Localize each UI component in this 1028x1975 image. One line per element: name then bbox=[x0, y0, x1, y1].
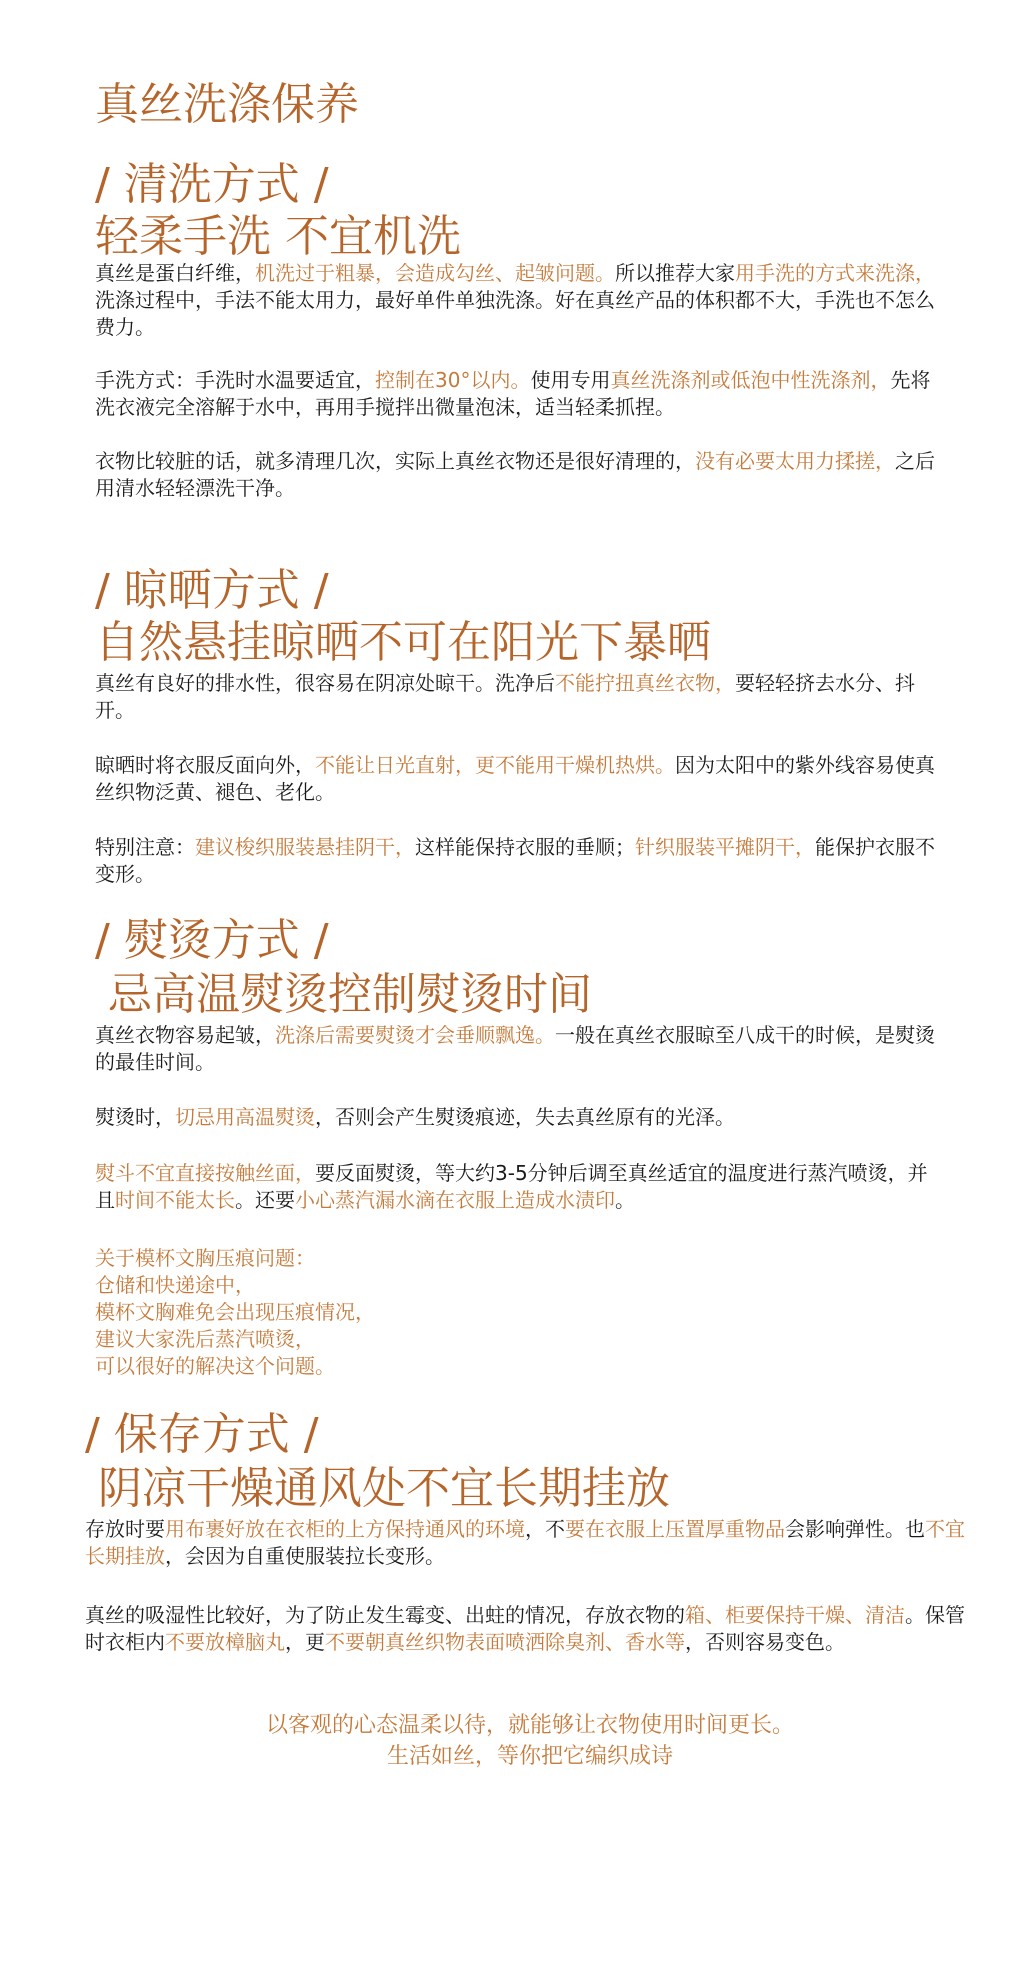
highlight-text: 真丝洗涤剂或低泡中性洗涤剂， bbox=[610, 368, 891, 392]
text-run: 先将洗衣液完全溶解于水中，再用手搅拌出微量泡沫，适当轻柔抓捏。 bbox=[95, 368, 931, 419]
note-line: 模杯文胸难免会出现压痕情况， bbox=[95, 1300, 375, 1324]
paragraph bbox=[95, 752, 935, 806]
note-block bbox=[95, 1245, 375, 1380]
text-run: 之后用清水轻轻漂洗干净。 bbox=[95, 449, 935, 500]
text-run: 洗涤过程中，手法不能太用力，最好单件单独洗涤。好在真丝产品的体积都不大，手洗也不怎么费力。 bbox=[95, 288, 935, 339]
paragraph bbox=[95, 1104, 935, 1131]
text-run: ，会因为自重使服装拉长变形。 bbox=[165, 1544, 445, 1568]
text-run: 这样能保持衣服的垂顺； bbox=[415, 835, 635, 859]
section-heading-wash: 轻柔手洗 不宜机洗 bbox=[95, 211, 461, 262]
section-heading-dry: 自然悬挂晾晒不可在阳光下暴晒 bbox=[95, 617, 711, 668]
text-run: 存放时要 bbox=[85, 1517, 165, 1541]
text-run: 。还要 bbox=[235, 1188, 295, 1212]
text-run: 要轻轻挤去水分、抖开。 bbox=[95, 671, 915, 722]
highlight-text: 要在衣服上压置厚重物品 bbox=[565, 1517, 785, 1541]
highlight-text: 不能拧扭真丝衣物， bbox=[555, 671, 735, 695]
highlight-text: 箱、柜要保持干燥、清洁 bbox=[685, 1603, 905, 1627]
paragraph bbox=[85, 1602, 965, 1656]
section-label-wash: / 清洗方式 / bbox=[95, 159, 329, 210]
text-run: 真丝有良好的排水性，很容易在阴凉处晾干。洗净后 bbox=[95, 671, 555, 695]
text-run: 真丝衣物容易起皱， bbox=[95, 1023, 275, 1047]
text-run: 要反面熨烫，等大约3-5分钟后调至真丝适宜的温度进行蒸汽喷烫，并且 bbox=[95, 1161, 928, 1212]
paragraph bbox=[95, 670, 935, 724]
highlight-text: 不要朝真丝织物表面喷洒除臭剂、香水等 bbox=[325, 1630, 685, 1654]
highlight-text: 小心蒸汽漏水滴在衣服上造成水渍印 bbox=[295, 1188, 615, 1212]
highlight-text: 熨斗不宜直接按触丝面， bbox=[95, 1161, 315, 1185]
text-run: 熨烫时， bbox=[95, 1105, 175, 1129]
section-label-iron: / 熨烫方式 / bbox=[95, 915, 329, 966]
note-line: 可以很好的解决这个问题。 bbox=[95, 1354, 335, 1378]
text-run: 晾晒时将衣服反面向外， bbox=[95, 753, 315, 777]
text-run: ，否则会产生熨烫痕迹，失去真丝原有的光泽。 bbox=[315, 1105, 735, 1129]
closing-quote bbox=[80, 1710, 980, 1772]
note-line: 建议大家洗后蒸汽喷烫， bbox=[95, 1327, 315, 1351]
paragraph bbox=[95, 1160, 935, 1214]
closing-line: 以客观的心态温柔以待，就能够让衣物使用时间更长。 bbox=[265, 1713, 794, 1738]
paragraph bbox=[95, 448, 935, 502]
highlight-text: 不要放樟脑丸 bbox=[165, 1630, 285, 1654]
highlight-text: 不能让日光直射，更不能用干燥机热烘。 bbox=[315, 753, 675, 777]
highlight-text: 建议梭织服装悬挂阴干， bbox=[195, 835, 415, 859]
highlight-text: 时间不能太长 bbox=[115, 1188, 235, 1212]
section-heading-iron: 忌高温熨烫控制熨烫时间 bbox=[108, 969, 592, 1020]
text-run: 。保管时衣柜内 bbox=[85, 1603, 965, 1654]
paragraph bbox=[95, 834, 935, 888]
text-run: 真丝的吸湿性比较好，为了防止发生霉变、出蛀的情况，存放衣物的 bbox=[85, 1603, 685, 1627]
section-heading-store: 阴凉干燥通风处不宜长期挂放 bbox=[98, 1463, 670, 1514]
text-run: 衣物比较脏的话，就多清理几次，实际上真丝衣物还是很好清理的， bbox=[95, 449, 695, 473]
highlight-text: 用布裹好放在衣柜的上方保持通风的环境 bbox=[165, 1517, 525, 1541]
note-line: 关于模杯文胸压痕问题： bbox=[95, 1246, 315, 1270]
text-run: 能保护衣服不变形。 bbox=[95, 835, 935, 886]
paragraph bbox=[85, 1516, 965, 1570]
closing-line: 生活如丝，等你把它编织成诗 bbox=[386, 1744, 673, 1769]
highlight-text: 没有必要太用力揉搓， bbox=[695, 449, 895, 473]
highlight-text: 针织服装平摊阴干， bbox=[635, 835, 815, 859]
text-run: 所以推荐大家 bbox=[615, 261, 735, 285]
text-run: ，不 bbox=[525, 1517, 565, 1541]
text-run: ，更 bbox=[285, 1630, 325, 1654]
highlight-text: 用手洗的方式来洗涤， bbox=[735, 261, 935, 285]
paragraph bbox=[95, 1022, 935, 1076]
text-run: 会影响弹性。也 bbox=[785, 1517, 925, 1541]
text-run: 特别注意： bbox=[95, 835, 195, 859]
section-label-store: / 保存方式 / bbox=[85, 1409, 319, 1460]
text-run: 真丝是蛋白纤维， bbox=[95, 261, 255, 285]
highlight-text: 不宜长期挂放 bbox=[85, 1517, 965, 1568]
highlight-text: 切忌用高温熨烫 bbox=[175, 1105, 315, 1129]
text-run: 使用专用 bbox=[530, 368, 611, 392]
text-run: 一般在真丝衣服晾至八成干的时候，是熨烫的最佳时间。 bbox=[95, 1023, 935, 1074]
highlight-text: 机洗过于粗暴，会造成勾丝、起皱问题。 bbox=[255, 261, 615, 285]
text-run: 。 bbox=[615, 1188, 635, 1212]
paragraph bbox=[95, 260, 935, 341]
highlight-text: 控制在30°以内。 bbox=[375, 368, 531, 392]
text-run: 因为太阳中的紫外线容易使真丝织物泛黄、褪色、老化。 bbox=[95, 753, 935, 804]
text-run: 手洗方式：手洗时水温要适宜， bbox=[95, 368, 375, 392]
text-run: ，否则容易变色。 bbox=[685, 1630, 845, 1654]
paragraph bbox=[95, 367, 935, 421]
page-title: 真丝洗涤保养 bbox=[95, 79, 359, 130]
note-line: 仓储和快递途中， bbox=[95, 1273, 255, 1297]
highlight-text: 洗涤后需要熨烫才会垂顺飘逸。 bbox=[275, 1023, 555, 1047]
section-label-dry: / 晾晒方式 / bbox=[95, 565, 329, 616]
